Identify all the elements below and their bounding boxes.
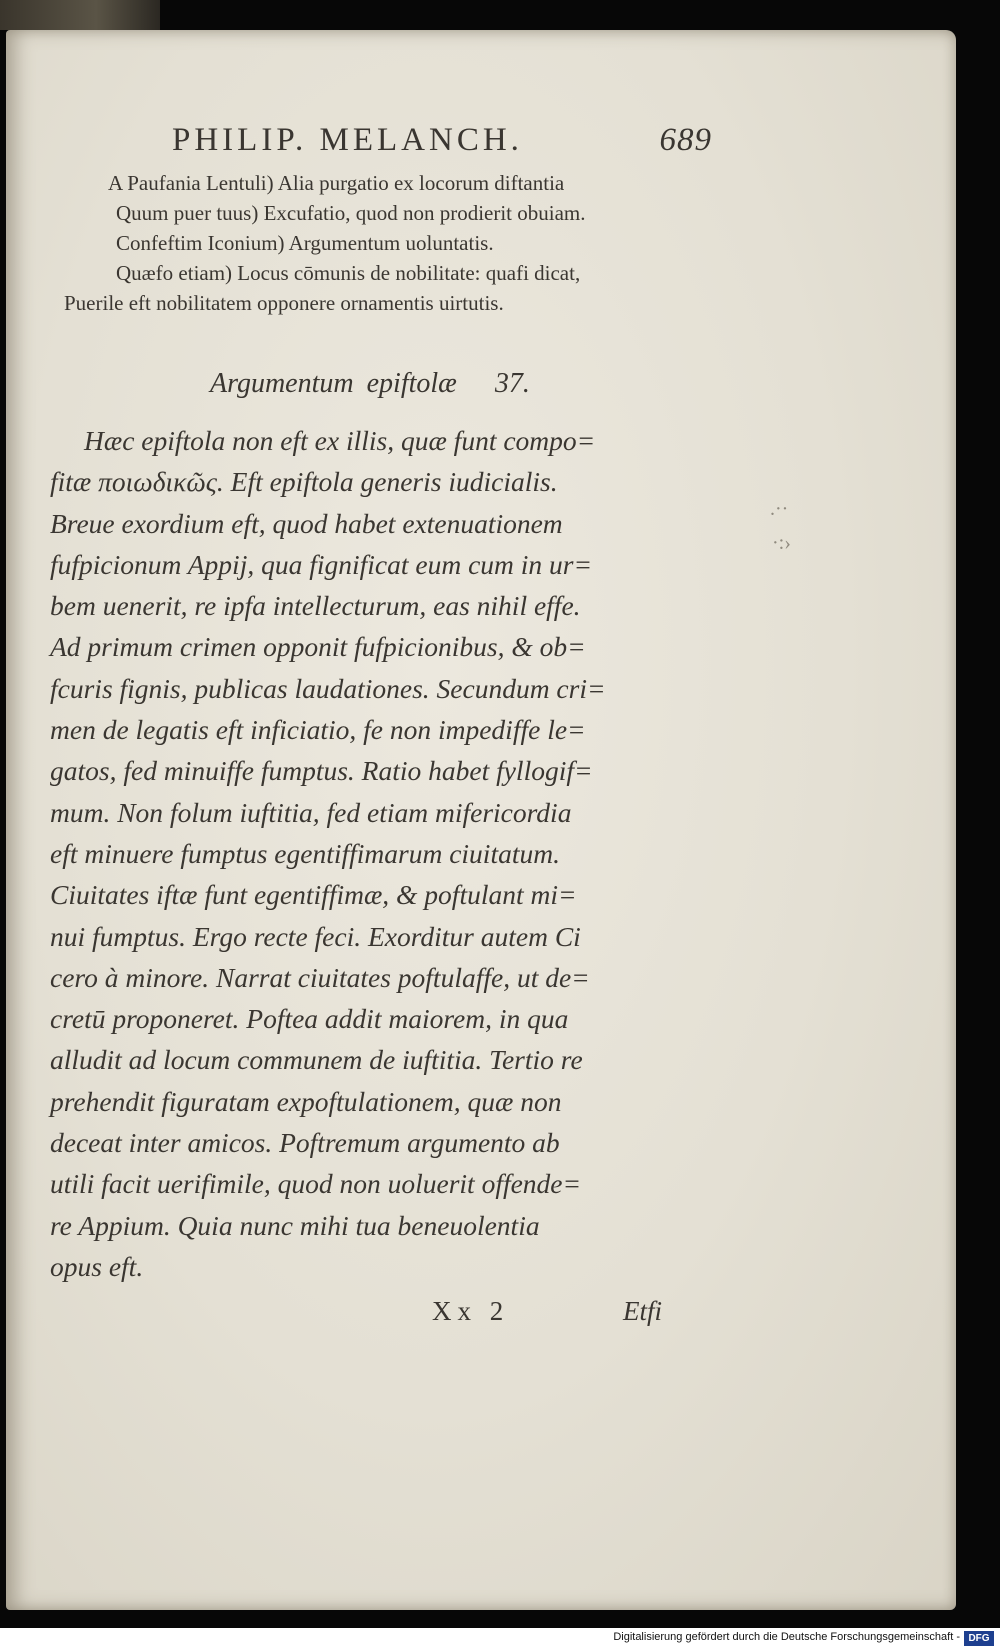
annotation-notes <box>60 168 720 318</box>
signature-mark: Xx 2 <box>432 1296 510 1326</box>
body-line: Hæc epiftola non eft ex illis, quæ funt compo= <box>84 425 596 456</box>
section-heading-title: Argumentum epiftolæ <box>210 368 457 399</box>
body-line: fitæ ποιωδικῶς. Eft epiftola generis iudicialis. <box>50 466 558 498</box>
body-line: men de legatis eft inficiatio, fe non impediffe le= <box>50 714 586 746</box>
section-heading <box>210 368 530 400</box>
body-line: cero à minore. Narrat ciuitates poftulaffe, ut de= <box>50 961 590 993</box>
dfg-logo-icon: DFG <box>964 1631 994 1646</box>
book-spine-edge <box>0 0 160 30</box>
body-line: re Appium. Quia nunc mihi tua beneuolentia <box>50 1209 540 1241</box>
digitization-credit: Digitalisierung gefördert durch die Deutsche Forschungsgemeinschaft - <box>613 1631 960 1643</box>
note-line: A Paufania Lentuli) Alia purgatio ex locorum diftantia <box>108 171 565 195</box>
section-heading-number: 37. <box>494 368 530 399</box>
body-line: utili facit uerifimile, quod non uoluerit offende= <box>50 1168 582 1200</box>
bleed-through-mark: .·· <box>770 498 789 520</box>
body-line: fufpicionum Appij, qua fignificat eum cum in ur= <box>50 548 593 580</box>
body-line: Breue exordium eft, quod habet extenuationem <box>50 507 563 539</box>
body-line: deceat inter amicos. Poftremum argumento ab <box>50 1127 560 1159</box>
catchline <box>432 1296 662 1327</box>
body-line: bem uenerit, re ipfa intellecturum, eas nihil effe. <box>50 590 581 622</box>
bleed-through-mark: ·:› <box>772 532 791 554</box>
body-line: eft minuere fumptus egentiffimarum ciuitatum. <box>50 837 560 869</box>
catchword: Etfi <box>623 1296 662 1326</box>
note-line: Puerile eft nobilitatem opponere ornamentis uirtutis. <box>64 291 504 315</box>
running-head <box>172 122 712 159</box>
body-line: Ad primum crimen opponit fufpicionibus, & ob= <box>50 631 586 663</box>
body-line: prehendit figuratam expoftulationem, quæ non <box>50 1085 562 1117</box>
body-line: mum. Non folum iuftitia, fed etiam mifericordia <box>50 796 572 828</box>
page-number: 689 <box>659 122 712 158</box>
body-line: opus eft. <box>50 1250 144 1282</box>
body-line: alludit ad locum communem de iuftitia. Tertio re <box>50 1044 583 1076</box>
body-line: cretū proponeret. Poftea addit maiorem, in qua <box>50 1003 569 1035</box>
body-line: gatos, fed minuiffe fumptus. Ratio habet fyllogif= <box>50 755 593 787</box>
body-line: nui fumptus. Ergo recte feci. Exorditur autem Ci <box>50 920 581 952</box>
body-line: Ciuitates iftæ funt egentiffimæ, & poftulant mi= <box>50 879 577 911</box>
body-line: fcuris fignis, publicas laudationes. Secundum cri= <box>50 672 606 704</box>
body-text <box>50 420 690 1287</box>
note-line: Confeftim Iconium) Argumentum uoluntatis. <box>116 231 494 255</box>
note-line: Quæfo etiam) Locus cōmunis de nobilitate: quafi dicat, <box>116 261 581 285</box>
note-line: Quum puer tuus) Excufatio, quod non prodierit obuiam. <box>116 201 586 225</box>
running-head-author: PHILIP. MELANCH. <box>172 122 523 158</box>
